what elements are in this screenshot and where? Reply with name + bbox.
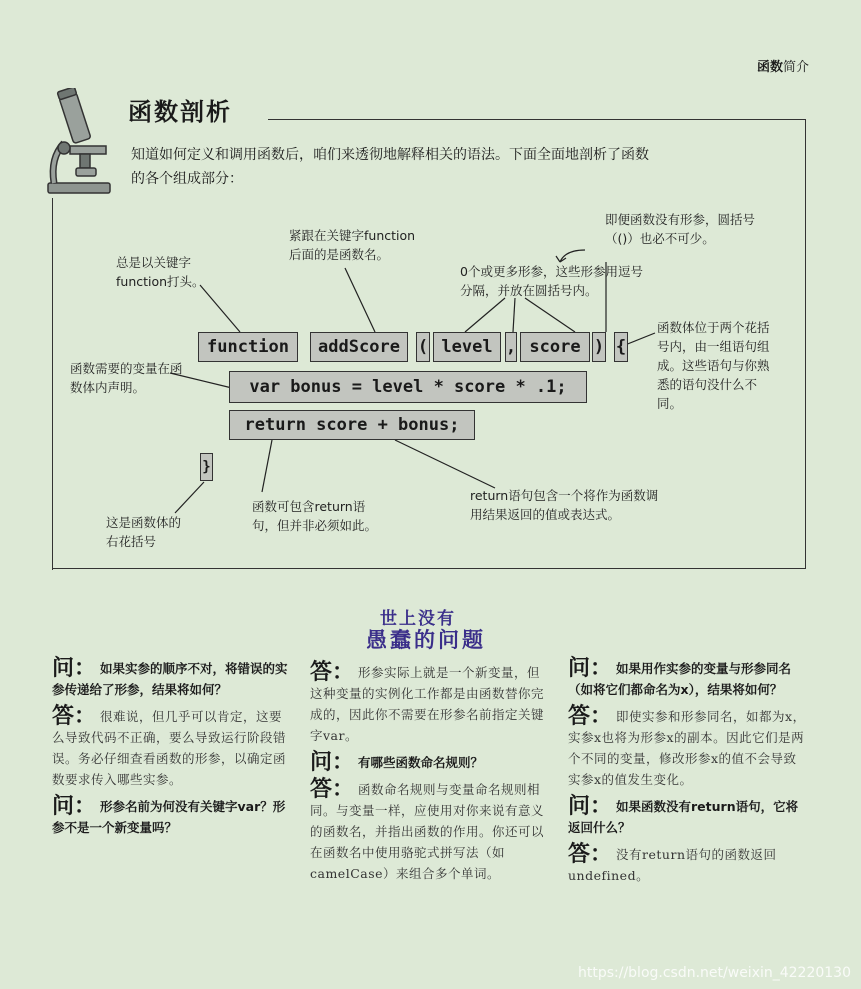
answer-text: 函数命名规则与变量命名规则相同。与变量一样，应使用对你来说有意义的函数名，并指出函数的作用。你还可以在函数名中使用骆驼式拼写法（如camelCase）来组合多个单词。 [310, 782, 545, 881]
code-line-return: return score + bonus; [229, 410, 475, 440]
code-keyword: function [198, 332, 298, 362]
question-mark-label: 问： [568, 794, 613, 819]
question-mark-label: 问： [52, 656, 97, 681]
note-body: 函数体位于两个花括号内，由一组语句组成。这些语句与你熟悉的语句没什么不同。 [657, 320, 770, 411]
answer-text: 很难说，但几乎可以肯定，这要么导致代码不正确，要么导致运行阶段错误。务必仔细查看函数的形参，以确定函数要求传入哪些实参。 [52, 709, 287, 787]
question-text: 有哪些函数命名规则？ [358, 755, 484, 770]
faq-column-3 [568, 658, 808, 892]
faq-column-1 [52, 658, 292, 844]
header-bold: 函数 [756, 60, 783, 75]
question-mark-label: 问： [310, 750, 355, 775]
answer-mark-label: 答： [52, 704, 97, 729]
question-mark-label: 问： [52, 794, 97, 819]
note-keyword: 总是以关键字function打头。 [116, 255, 205, 289]
code-param-level: level [433, 332, 501, 362]
faq-answer [568, 706, 808, 790]
answer-text: 即使实参和形参同名，如都为x，实参x也将为形参x的副本。因此它们是两个不同的变量，修改形参x的值不会导致实参x的值发生变化。 [568, 709, 806, 787]
answer-mark-label: 答： [568, 704, 613, 729]
note-var: 函数需要的变量在函数体内声明。 [70, 361, 183, 395]
faq-column-2 [310, 662, 550, 890]
question-text: 形参名前为何没有关键字var？形参不是一个新变量吗？ [52, 799, 286, 835]
note-function-name: 紧跟在关键字function后面的是函数名。 [289, 228, 416, 262]
code-function-name: addScore [310, 332, 408, 362]
code-comma: , [505, 332, 517, 362]
faq-answer [310, 662, 550, 746]
note-close-brace: 这是函数体的右花括号 [106, 515, 182, 549]
header-rest: 简介 [782, 60, 809, 75]
code-brace-open: { [614, 332, 628, 362]
question-text: 如果用作实参的变量与形参同名（如将它们都命名为x），结果将如何？ [568, 661, 792, 697]
answer-mark-label: 答： [310, 777, 355, 802]
faq-answer [310, 779, 550, 884]
code-paren-open: ( [416, 332, 430, 362]
page-title: 函数剖析 [128, 98, 232, 126]
code-param-score: score [520, 332, 590, 362]
faq-question [310, 752, 550, 773]
faq-answer [568, 844, 808, 886]
faq-question [568, 658, 808, 700]
faq-answer [52, 706, 292, 790]
code-brace-close: } [200, 453, 213, 481]
code-paren-close: ) [592, 332, 606, 362]
question-text: 如果实参的顺序不对，将错误的实参传递给了形参，结果将如何？ [52, 661, 288, 697]
answer-mark-label: 答： [310, 660, 355, 685]
watermark: https://blog.csdn.net/weixin_42220130 [577, 965, 851, 981]
note-return: return语句包含一个将作为函数调用结果返回的值或表达式。 [470, 488, 659, 522]
question-mark-label: 问： [568, 656, 613, 681]
faq-question [52, 658, 292, 700]
question-text: 如果函数没有return语句，它将返回什么？ [568, 799, 799, 835]
note-parens: 即便函数没有形参，圆括号（()）也必不可少。 [605, 212, 756, 246]
faq-question [568, 796, 808, 838]
answer-text: 形参实际上就是一个新变量，但这种变量的实例化工作都是由函数替你完成的，因此你不需要在形参名前指定关键字var。 [310, 665, 545, 743]
answer-mark-label: 答： [568, 842, 613, 867]
answer-text: 没有return语句的函数返回undefined。 [568, 847, 777, 883]
faq-question [52, 796, 292, 838]
faq-title-line2: 愚蠢的问题 [366, 628, 486, 652]
code-line-var: var bonus = level * score * .1; [229, 371, 587, 403]
faq-title-line1: 世上没有 [380, 609, 456, 629]
note-params: 0个或更多形参，这些形参用逗号分隔，并放在圆括号内。 [460, 264, 643, 298]
note-return-optional: 函数可包含return语句，但并非必须如此。 [252, 499, 378, 533]
intro-text: 知道如何定义和调用函数后，咱们来透彻地解释相关的语法。下面全面地剖析了函数的各个组成部分： [131, 147, 649, 187]
